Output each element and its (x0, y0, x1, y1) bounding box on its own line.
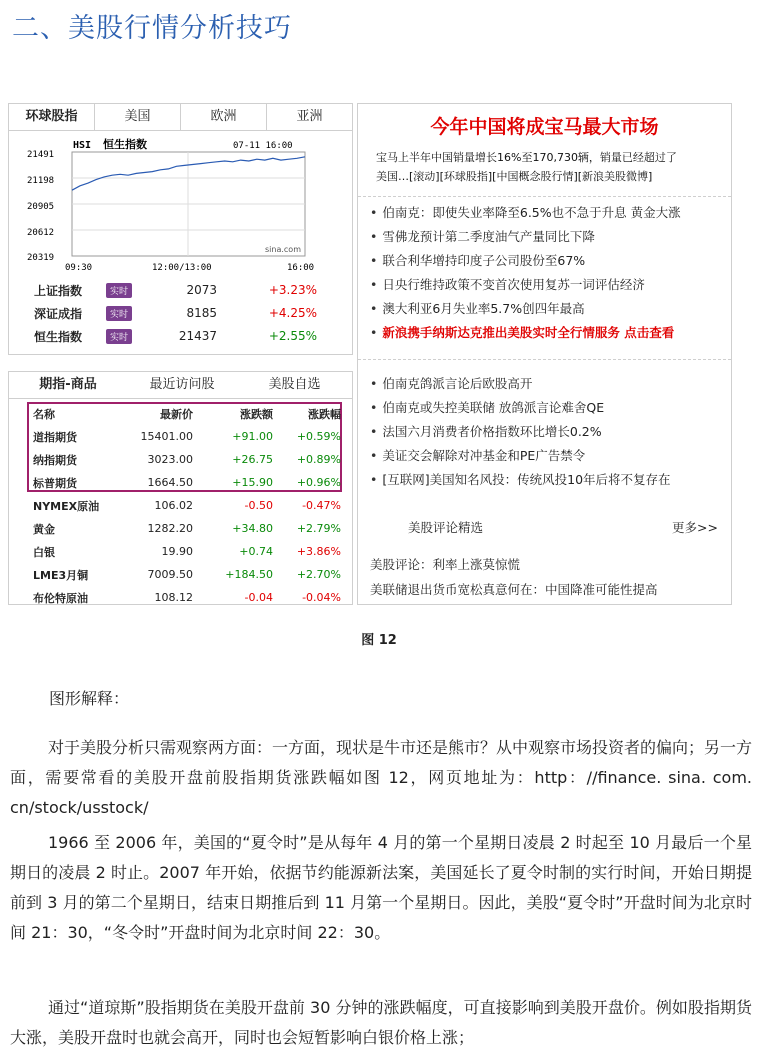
realtime-badge[interactable]: 实时 (106, 329, 132, 344)
tab-futures-commodity[interactable]: 期指-商品 (39, 377, 97, 392)
future-pct: +0.96% (296, 476, 341, 489)
news-item[interactable]: • 澳大利亚6月失业率5.7%创四年最高 (370, 301, 585, 316)
index-pct: +4.25% (268, 306, 318, 320)
news-item[interactable]: • 美证交会解除对冲基金和PE广告禁令 (370, 448, 586, 463)
figure-caption: 图 12 (361, 633, 397, 648)
future-change: -0.50 (244, 499, 273, 512)
future-price: 106.02 (154, 499, 193, 512)
future-pct: -0.04% (302, 591, 341, 604)
future-name: 黄金 (33, 522, 55, 536)
index-pct: +3.23% (268, 283, 318, 297)
tab-europe[interactable]: 欧洲 (181, 104, 267, 130)
realtime-badge[interactable]: 实时 (106, 283, 132, 298)
hsi-chart-svg (17, 136, 347, 286)
index-row[interactable] (34, 280, 344, 300)
table-row[interactable] (27, 448, 347, 471)
y-tick-label: 20905 (27, 202, 55, 212)
news-item[interactable]: • 联合利华增持印度子公司股份至67% (370, 253, 586, 268)
finance-screenshot (8, 103, 730, 603)
body-paragraph: 1966 至 2006 年，美国的“夏令时”是从每年 4 月的第一个星期日凌晨 2 时起至 10 月最后一个星期日的凌晨 2 时止。2007 年开始，依据节约能源新法案，美国延长了夏令时制的实行时间，开始日期提前到 3 月的第二个星期日，结束日期推后到 11 月第一个星期日。因此，美股“夏令时”开盘时间为北京时间 21：30，“冬令时”开盘时间为北京时间 22：30。 (10, 833, 752, 942)
future-price: 7009.50 (147, 568, 193, 581)
future-name: 白银 (33, 545, 55, 559)
y-tick-label: 20612 (27, 228, 55, 238)
tab-global-index[interactable]: 环球股指 (9, 104, 95, 130)
table-row[interactable] (27, 425, 347, 448)
more-link[interactable]: 更多>> (672, 520, 718, 535)
future-change: +184.50 (225, 568, 273, 581)
y-tick-label: 21491 (27, 150, 55, 160)
table-row[interactable] (27, 586, 347, 609)
futures-panel (8, 371, 353, 605)
y-tick-label: 21198 (27, 176, 55, 186)
chart-datetime: 07-11 16:00 (233, 141, 293, 151)
future-change: +26.75 (232, 453, 273, 466)
hsi-chart (17, 136, 347, 286)
table-row[interactable] (27, 471, 347, 494)
future-name: NYMEX原油 (33, 499, 100, 513)
x-tick-label: 12:00/13:00 (152, 263, 212, 273)
comment-item[interactable]: 美股评论：利率上涨莫惊慌 (370, 557, 521, 572)
future-price: 19.90 (161, 545, 193, 558)
tab-recent-stocks[interactable]: 最近访问股 (149, 377, 215, 392)
future-price: 108.12 (154, 591, 193, 604)
summary-links[interactable]: 美国…[滚动][环球股指][中国概念股行情][新浪美股微博] (376, 170, 653, 183)
future-pct: +0.89% (296, 453, 341, 466)
body-paragraph: 通过“道琼斯”股指期货在美股开盘前 30 分钟的涨跌幅度，可直接影响到美股开盘价。例如股指期货大涨，美股开盘时也就会高开，同时也会短暂影响白银价格上涨； (10, 998, 752, 1047)
future-name: LME3月铜 (33, 568, 89, 582)
future-name: 布伦特原油 (33, 591, 88, 605)
col-change: 涨跌额 (240, 407, 273, 421)
col-pct: 涨跌幅 (308, 407, 341, 421)
chart-name: 恒生指数 (103, 138, 147, 151)
comment-section-title: 美股评论精选 (408, 520, 484, 535)
index-row[interactable] (34, 326, 344, 346)
future-change: -0.04 (244, 591, 273, 604)
chart-source: sina.com (265, 245, 301, 254)
future-price: 1282.20 (147, 522, 193, 535)
summary-line: 宝马上半年中国销量增长16%至170,730辆，销量已经超过了 (376, 151, 677, 164)
future-name: 标普期货 (33, 476, 77, 490)
news-item-hot[interactable]: • 新浪携手纳斯达克推出美股实时全行情服务 点击查看 (370, 325, 675, 340)
news-list-1 (370, 201, 725, 345)
realtime-badge[interactable]: 实时 (106, 306, 132, 321)
future-pct: +0.59% (296, 430, 341, 443)
section-heading: 二、美股行情分析技巧 (12, 13, 292, 44)
tab-asia[interactable]: 亚洲 (296, 109, 323, 124)
body-paragraph: 对于美股分析只需观察两方面：一方面，现状是牛市还是熊市？从中观察市场投资者的偏向；另一方面，需要常看的美股开盘前股指期货涨跌幅如图 12，网页地址为：http：//finance. sina. com. cn/stock/usstock/ (10, 738, 753, 817)
future-price: 3023.00 (147, 453, 193, 466)
table-row[interactable] (27, 494, 347, 517)
index-point: 2073 (186, 283, 218, 297)
future-pct: +2.79% (296, 522, 341, 535)
global-index-panel (8, 103, 353, 355)
explain-title: 图形解释： (49, 689, 130, 708)
x-tick-label: 09:30 (65, 263, 93, 273)
future-price: 1664.50 (147, 476, 193, 489)
tab-us-watchlist[interactable]: 美股自选 (268, 377, 321, 392)
news-list-2 (370, 372, 725, 492)
divider (358, 196, 731, 197)
index-name: 恒生指数 (34, 329, 83, 344)
futures-tabs (9, 372, 352, 399)
index-name: 上证指数 (34, 283, 83, 298)
headline[interactable]: 今年中国将成宝马最大市场 (430, 116, 659, 138)
future-change: +34.80 (232, 522, 273, 535)
news-item[interactable]: • 伯南克：即使失业率降至6.5%也不急于升息 黄金大涨 (370, 205, 681, 220)
future-pct: -0.47% (302, 499, 341, 512)
future-change: +91.00 (232, 430, 273, 443)
news-item[interactable]: • 伯南克或失控美联储 放鸽派言论难舍QE (370, 400, 605, 415)
tab-us[interactable]: 美国 (95, 104, 181, 130)
index-pct: +2.55% (268, 329, 318, 343)
news-item[interactable]: • 雪佛龙预计第二季度油气产量同比下降 (370, 229, 595, 244)
news-panel (357, 103, 732, 605)
headline-summary (376, 148, 721, 186)
chart-symbol: HSI (73, 140, 92, 151)
comment-header (408, 518, 718, 536)
x-tick-label: 16:00 (287, 263, 315, 273)
future-change: +15.90 (232, 476, 273, 489)
news-item[interactable]: • 伯南克鸽派言论后欧股高开 (370, 376, 533, 391)
index-point: 21437 (178, 329, 218, 343)
index-row[interactable] (34, 303, 344, 323)
future-name: 道指期货 (33, 430, 77, 444)
region-tabs (9, 104, 352, 131)
future-change: +0.74 (239, 545, 273, 558)
table-row[interactable] (27, 540, 347, 563)
future-price: 15401.00 (140, 430, 193, 443)
future-pct: +2.70% (296, 568, 341, 581)
col-name: 名称 (33, 407, 55, 421)
y-tick-label: 20319 (27, 253, 55, 263)
index-point: 8185 (186, 306, 218, 320)
news-item[interactable]: • [互联网]美国知名风投：传统风投10年后将不复存在 (370, 472, 671, 487)
table-row[interactable] (27, 563, 347, 586)
news-item[interactable]: • 日央行维持政策不变首次使用复苏一词评估经济 (370, 277, 645, 292)
news-item[interactable]: • 法国六月消费者价格指数环比增长0.2% (370, 424, 602, 439)
divider (358, 359, 731, 360)
index-name: 深证成指 (34, 306, 83, 321)
future-name: 纳指期货 (33, 453, 77, 467)
comment-item[interactable]: 美联储退出货币宽松真意何在：中国降准可能性提高 (370, 582, 658, 597)
table-header (27, 402, 347, 425)
col-price: 最新价 (160, 407, 193, 421)
futures-table (27, 402, 347, 609)
table-row[interactable] (27, 517, 347, 540)
future-pct: +3.86% (296, 545, 341, 558)
